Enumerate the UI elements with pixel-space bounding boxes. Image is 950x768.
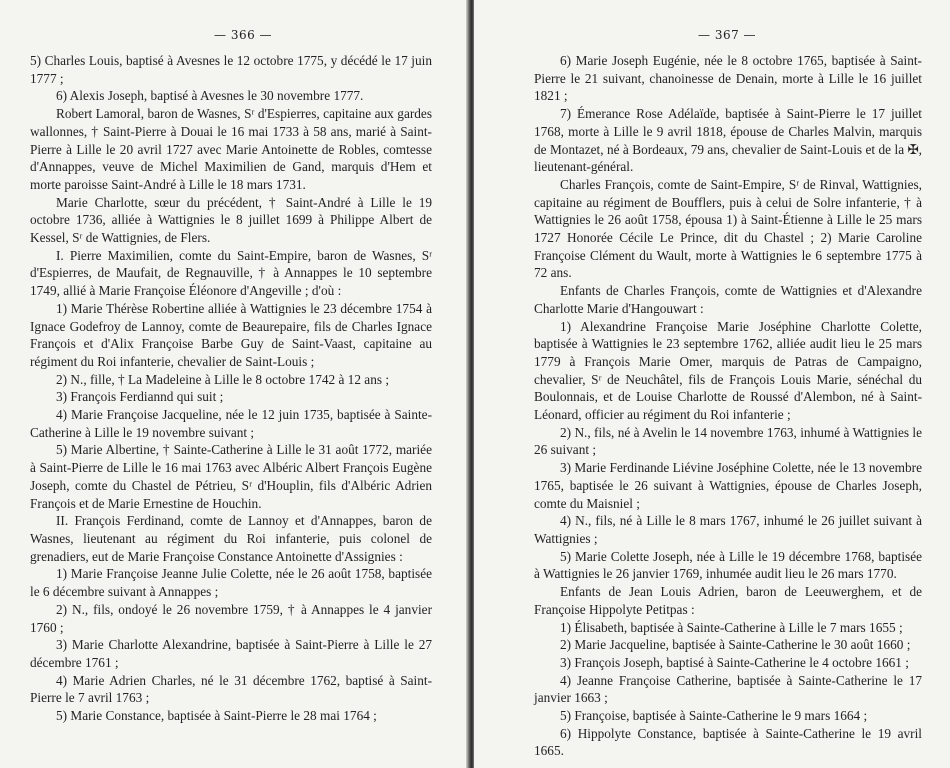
paragraph: 5) Marie Colette Joseph, née à Lille le 19 décembre 1768, baptisée à Wattignies le 26 janvier 1769, inhumée audit lieu le 26 mars 1770. — [534, 548, 922, 582]
paragraph: 5) Marie Constance, baptisée à Saint-Pierre le 28 mai 1764 ; — [56, 708, 377, 724]
page-number: — 367 — — [698, 28, 757, 42]
paragraph: 1) Marie Françoise Jeanne Julie Colette, née le 26 août 1758, baptisée le 6 décembre suivant à Annappes ; — [30, 566, 432, 600]
paragraph: 6) Hippolyte Constance, baptisée à Sainte-Catherine le 19 avril 1665. — [534, 725, 922, 759]
paragraph: 1) Marie Thérèse Robertine alliée à Wattignies le 23 décembre 1754 à Ignace Godefroy de Lannoy, comte de Beaurepaire, fils de Charles Ignace François et d'Alix Françoise Barbe Guy de Saint-Vaast, capitaine au régiment du Roi infanterie, chevalier de Saint-Louis ; — [30, 300, 432, 369]
page-text — [534, 52, 922, 760]
paragraph: 3) François Ferdiannd qui suit ; — [56, 389, 224, 405]
paragraph: Marie Charlotte, sœur du précédent, † Saint-André à Lille le 19 octobre 1736, alliée à Wattignies le 8 juillet 1699 à Philippe Albert de Kessel, Sʳ de Wattignies, de Flers. — [30, 194, 432, 246]
paragraph: 2) N., fils, ondoyé le 26 novembre 1759, † à Annappes le 4 janvier 1760 ; — [30, 601, 432, 635]
paragraph: Enfants de Charles François, comte de Wattignies et d'Alexandre Charlotte Marie d'Hangouwart : — [534, 283, 922, 316]
paragraph: 5) Françoise, baptisée à Sainte-Catherine le 9 mars 1664 ; — [560, 708, 868, 724]
paragraph: 4) Marie Françoise Jacqueline, née le 12 juin 1735, baptisée à Sainte-Catherine à Lille le 19 novembre suivant ; — [30, 407, 432, 440]
paragraph: 1) Élisabeth, baptisée à Sainte-Catherine à Lille le 7 mars 1655 ; — [560, 619, 903, 635]
paragraph: 3) François Joseph, baptisé à Sainte-Catherine le 4 octobre 1661 ; — [560, 654, 909, 670]
paragraph: 6) Alexis Joseph, baptisé à Avesnes le 30 novembre 1777. — [56, 88, 364, 104]
page-number: — 366 — — [214, 28, 273, 42]
paragraph: II. François Ferdinand, comte de Lannoy et d'Annappes, baron de Wasnes, lieutenant au régiment du Roi infanterie, puis colonel de grenadiers, eut de Marie Françoise Constance Antoinette d'Assignies : — [30, 513, 432, 564]
paragraph: 5) Charles Louis, baptisé à Avesnes le 12 octobre 1775, y décédé le 17 juin 1777 ; — [30, 53, 432, 86]
paragraph: 6) Marie Joseph Eugénie, née le 8 octobre 1765, baptisée à Saint-Pierre le 21 suivant, chanoinesse de Denain, morte à Lille le 16 juillet 1821 ; — [534, 53, 922, 104]
paragraph: 4) Jeanne Françoise Catherine, baptisée à Sainte-Catherine le 17 janvier 1663 ; — [534, 672, 922, 706]
paragraph: 4) Marie Adrien Charles, né le 31 décembre 1762, baptisé à Saint-Pierre le 7 avril 1763 ; — [30, 672, 432, 706]
right-page — [474, 0, 950, 768]
paragraph: 5) Marie Albertine, † Sainte-Catherine à Lille le 31 août 1772, mariée à Saint-Pierre de Lille le 16 mai 1763 avec Albéric Albert François Eugène Joseph, comte du Chastel de Pétrieu, Sʳ d'Houplin, fils d'Albéric Adrien François et de Marie Ernestine de Houchin. — [30, 442, 432, 511]
paragraph: 4) N., fils, né à Lille le 8 mars 1767, inhumé le 26 juillet suivant à Wattignies ; — [534, 513, 922, 546]
left-page — [0, 0, 468, 768]
paragraph: 3) Marie Ferdinande Liévine Joséphine Colette, née le 13 novembre 1765, baptisée le 26 suivant à Wattignies, épouse de Charles Joseph, comte du Maisniel ; — [534, 460, 922, 511]
paragraph: 7) Émerance Rose Adélaïde, baptisée à Saint-Pierre le 17 juillet 1768, morte à Lille le 9 avril 1818, épouse de Charles Malvin, marquis de Montazet, né à Bordeaux, 79 ans, chevalier de Saint-Louis et de la ✠, lieutenant-général. — [534, 106, 922, 175]
paragraph: Charles François, comte de Saint-Empire, Sʳ de Rinval, Wattignies, capitaine au régiment de Boufflers, puis à celui de Solre infanterie, † à Wattignies le 26 août 1758, épousa 1) à Saint-Étienne à Lille le 25 mars 1727 Honorée Cécile Le Prince, dit du Chastel ; 2) Marie Caroline Françoise Clément du Wault, morte à Wattignies le 6 septembre 1775 à 72 ans. — [534, 176, 922, 281]
page-text — [30, 52, 432, 725]
paragraph: 2) N., fille, † La Madeleine à Lille le 8 octobre 1742 à 12 ans ; — [56, 371, 390, 387]
paragraph: 3) Marie Charlotte Alexandrine, baptisée à Saint-Pierre à Lille le 27 décembre 1761 ; — [30, 637, 432, 670]
paragraph: Robert Lamoral, baron de Wasnes, Sʳ d'Espierres, capitaine aux gardes wallonnes, † Saint-Pierre à Douai le 16 mai 1733 à 58 ans, marié à Saint-Pierre à Lille le 20 avril 1727 avec Marie Antoinette de Robles, comtesse d'Annappes, veuve de Michel Maximilien de Gand, marquis d'Hem et morte paroisse Saint-André à Lille le 18 mars 1731. — [30, 106, 432, 192]
paragraph: 2) N., fils, né à Avelin le 14 novembre 1763, inhumé à Wattignies le 26 suivant ; — [534, 424, 922, 458]
paragraph: I. Pierre Maximilien, comte du Saint-Empire, baron de Wasnes, Sʳ d'Espierres, de Maufait, de Regnauville, † à Annappes le 10 septembre 1749, allié à Marie Françoise Éléonore d'Angeville ; d'où : — [30, 247, 432, 299]
paragraph: Enfants de Jean Louis Adrien, baron de Leeuwerghem, et de Françoise Hippolyte Petitpas : — [534, 584, 922, 617]
paragraph: 2) Marie Jacqueline, baptisée à Sainte-Catherine le 30 août 1660 ; — [560, 637, 911, 653]
paragraph: 1) Alexandrine Françoise Marie Joséphine Charlotte Colette, baptisée à Wattignies le 23 septembre 1762, alliée audit lieu le 25 mars 1779 à François Marie Omer, marquis de Patras de Campaigno, chevalier, Sʳ de Neuchâtel, fils de François Louis Marie, sénéchal du Boulonnais, et de Louise Charlotte de Roussé d'Alembon, né à Saint-Léonard, officier au régiment du Roi infanterie ; — [534, 318, 922, 423]
